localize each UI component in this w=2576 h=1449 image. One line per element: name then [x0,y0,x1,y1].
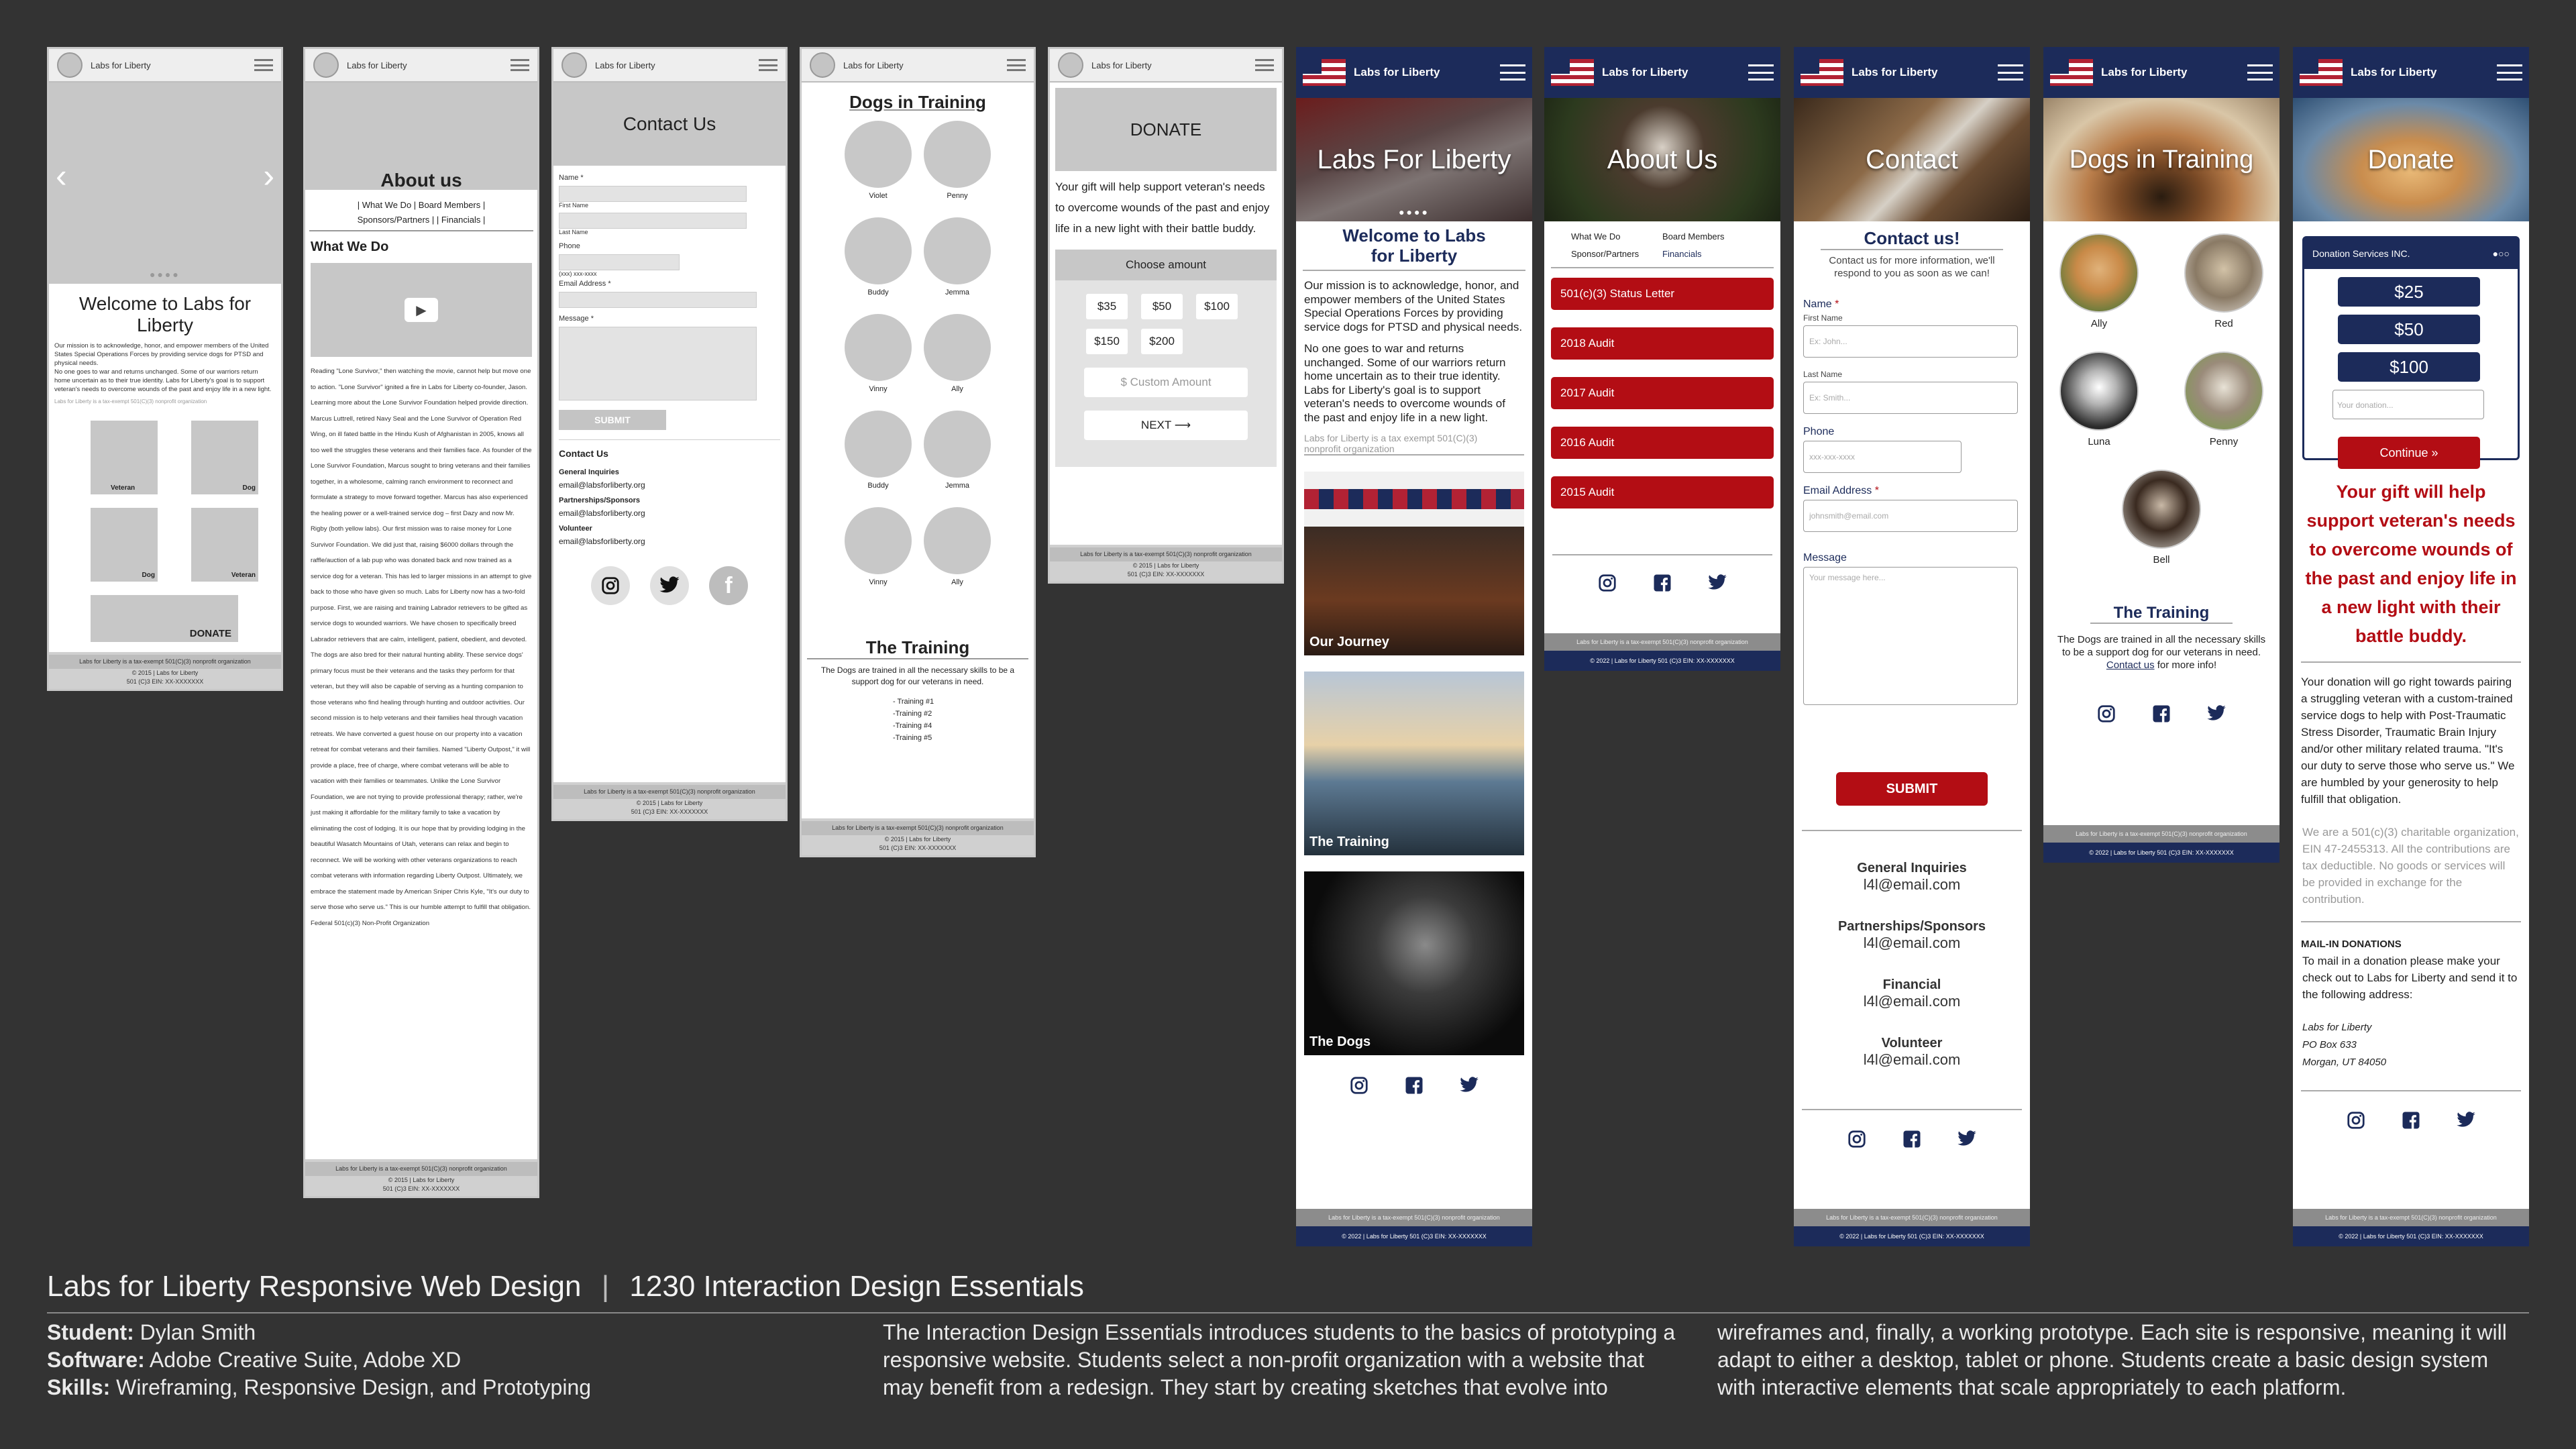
social-row [1802,1109,2022,1150]
about-body: Reading "Lone Survivor," then watching the movie, cannot help but move one to action. "Lone Survivor" ignited a fire in Labs for Liberty co-founder, Jason. Learning more about the Lone Survivor Foundation helped provide direction. Marcus Luttrell, retired Navy Seal and the Lone Survivor of Operation Red Wing, on ill fated battle in the Hindu Kush of Afghanistan in 2005, knows all too well the struggles these veterans and their families face. As founder of the Lone Survivor Foundation, Marcus sought to bring veterans and their families together, in a wholesome, calming ranch environment to reconnect and formulate a strategy to move forward together. Marcus has also experienced the healing power or a well-trained service dog – first Dazy and now Mr. Rigby (both yellow labs). Our first mission was to raise money for Lone Survivor Foundation. We did just that, raising $6000 dollars through the raffle/auction of a lab pup who was donated back and now trained as a service dog for a veteran. This has led to larger missions in an attempt to give back to those who have given so much. Labs for Liberty now has a two-fold purpose. First, we are raising and training Labrador retrievers to be gifted as service dogs to wounded warriors. We have chosen to specifically breed Labrador retrievers that are calm, intelligent, patient, obedient, and devoted. The dogs are also bred for their natural hunting ability. These service dogs' primary focus must be their veterans and the tasks they perform for that veteran, but they will also be capable of serving as a hunting companion to those veterans who find healing through hunting and outdoor activities. Our second mission is to help veterans and their families heal through vacation retreats. We have converted a guest house on our property into a vacation retreat for combat veterans and their families. Named "Liberty Outpost," it will provide a place, free of charge, where combat veterans will be able to vacation with their families or teammates. Unlike the Lone Survivor Foundation, we are not trying to provide professional therapy; rather, we're just making it affordable for the military family to take a vacation by eliminating the cost of lodging. It is our hope that by providing lodging in the beautiful Wasatch Mountains of Utah, veterans can relax and begin to reconnect. We will be working with other veterans organizations to reach combat veterans with information regarding Liberty Outpost. Ultimately, we embrace the statement made by American Sniper Chris Kyle, "It's our duty to serve those who serve us." This is our humble attempt to fulfill that obligation. Federal 501(c)(3) Non-Profit Organization [311,368,532,927]
brand: Labs for Liberty [1851,66,1938,78]
site-footer: Labs for Liberty is a tax-exempt 501(C)(3) nonprofit organization © 2022 | Labs for Liberty 501 (C)3 EIN: XX-XXXXXXX [2293,1209,2529,1246]
general-label: General Inquiries [559,468,619,476]
hero-title: Labs For Liberty [1317,144,1511,174]
social-row [2301,1090,2521,1132]
doc-button[interactable]: 2017 Audit [1551,377,1774,409]
instagram-icon[interactable] [1348,1074,1371,1097]
message-input[interactable] [559,327,757,400]
logo-placeholder [561,52,587,78]
first-name-label: First Name [1803,313,1843,323]
site-title: Labs for Liberty [91,60,151,70]
subnav-sponsor-partners[interactable]: Sponsor/Partners [1571,249,1640,259]
email-label: Email Address * [559,280,611,288]
next-button[interactable]: NEXT ⟶ [1084,411,1248,440]
first-name-label: First Name [559,202,589,209]
donation-widget [2302,236,2520,460]
contact-label: Financial [1882,977,1941,992]
contact-email[interactable]: l4l@email.com [1863,876,1961,893]
dog-item[interactable]: Vinny [845,507,912,604]
sub-nav[interactable]: | What We Do | Board Members | Sponsors/Partners | | Financials | [309,191,533,231]
instagram-icon[interactable] [2345,1109,2367,1132]
amount-button[interactable]: $100 [1196,294,1238,319]
flag-logo-icon [1551,59,1594,86]
general-email[interactable]: email@labsforliberty.org [559,480,645,490]
dog-item[interactable]: Violet [845,121,912,217]
description-col-2: wireframes and, finally, a working prototype. Each site is responsive, meaning it will adapt to either a desktop, tablet or phone. Students create a basic design system with interactive elements that scale appropriately to each platform. [1717,1320,2507,1399]
email-label: Email Address [1803,485,1872,496]
amount-button[interactable]: $35 [1086,294,1128,319]
dog-item[interactable]: Luna [2055,352,2143,470]
site-footer: Labs for Liberty is a tax-exempt 501(C)(3) nonprofit organization © 2022 | Labs for Liberty 501 (C)3 EIN: XX-XXXXXXX [1544,633,1780,671]
dog-photo [2122,470,2201,549]
section-heading: What We Do [311,239,389,254]
continue-button[interactable]: Continue » [2338,437,2480,469]
description-col-1: The Interaction Design Essentials introduces students to the basics of prototyping a responsive website. Students select a non-profit organization with a website that may benefit from a redesign. They start by creating sketches that evolve into [883,1320,1676,1399]
bunting-decoration [1304,489,1524,509]
phone-input[interactable]: xxx-xxx-xxxx [1803,441,1962,473]
partners-label: Partnerships/Sponsors [559,496,641,504]
amount-button[interactable]: $100 [2338,352,2480,382]
social-row [559,566,780,605]
site-title: Labs for Liberty [1091,60,1152,70]
instagram-icon[interactable] [2095,702,2118,725]
training-list: - Training #1 -Training #2 -Training #4 -Training #5 [893,698,934,742]
subnav-board-members[interactable]: Board Members [1662,231,1725,241]
project-title-row [47,1269,1084,1304]
facebook-icon[interactable] [1403,1074,1426,1097]
dog-photo-placeholder [924,314,991,381]
wf-footer: Labs for Liberty is a tax-exempt 501(C)(3) nonprofit organization © 2015 | Labs for Liberty 501 (C)3 EIN: XX-XXXXXXX [305,1159,537,1196]
brand: Labs for Liberty [1354,66,1440,78]
dog-photo-placeholder [924,217,991,284]
dog-item[interactable]: Bell [2043,470,2279,588]
hamburger-menu-icon[interactable] [759,59,777,71]
wireframe-donate [1048,47,1284,584]
phone-label: Phone [1803,426,1835,437]
wireframe-about [303,47,539,1198]
wf-footer: Labs for Liberty is a tax-exempt 501(C)(3) nonprofit organization © 2015 | Labs for Liberty 501 (C)3 EIN: XX-XXXXXXX [553,782,786,819]
dog-item[interactable]: Vinny [845,314,912,411]
wf-footer: Labs for Liberty is a tax-exempt 501(C)(3) nonprofit organization © 2015 | Labs for Liberty 501 (C)3 EIN: XX-XXXXXXX [802,818,1034,855]
course-title: 1230 Interaction Design Essentials [629,1270,1084,1303]
dog-photo [2184,352,2263,431]
hamburger-menu-icon[interactable] [2247,64,2273,80]
page-title-banner: Contact Us [553,83,786,166]
mission-text: Our mission is to acknowledge, honor, and empower members of the United States Special Operations Forces by providing service dogs for PTSD and physical needs. [54,342,269,367]
dog-item[interactable]: Jemma [924,411,991,507]
dog-photo-placeholder [924,121,991,188]
partners-email[interactable]: email@labsforliberty.org [559,508,645,518]
logo-placeholder [1058,52,1083,78]
logo-placeholder [810,52,835,78]
site-title: Labs for Liberty [595,60,655,70]
amount-button[interactable]: $50 [2338,315,2480,344]
tile-dog[interactable]: Dog [91,508,158,582]
carousel-next-icon[interactable]: › [263,157,274,195]
donate-tax-note: We are a 501(c)(3) charitable organization, EIN 47-2455313. All the contributions are tax deductible. No goods or services will be provided in exchange for the contribution. [2302,826,2519,906]
title-separator: | [601,1270,610,1303]
section-heading: The Training [807,637,1028,659]
flag-logo-icon [1801,59,1843,86]
last-name-label: Last Name [559,229,588,235]
twitter-icon[interactable] [2205,702,2228,725]
dog-item[interactable]: Penny [2180,352,2267,470]
carousel-dots[interactable]: ●●●● [150,269,180,280]
final-home [1296,47,1532,1246]
widget-header: Donation Services INC. ●○○ [2304,238,2518,269]
contact-heading: Contact us! [1821,228,2003,250]
doc-button[interactable]: 2015 Audit [1551,476,1774,508]
social-row [1296,1074,1532,1097]
flag-logo-icon [2050,59,2093,86]
last-name-input[interactable]: Ex: Smith... [1803,382,2018,414]
name-label: Name * [559,174,584,182]
mission-text-2: No one goes to war and returns unchanged. Some of our warriors return home uncertain as to their true identity. Labs for Liberty's goal is to support veteran's needs to overcome wounds of the past and enjoy life in a new light. [54,368,272,393]
carousel-prev-icon[interactable]: ‹ [56,157,67,195]
email-input[interactable]: johnsmith@email.com [1803,500,2018,532]
site-header [1296,47,1532,98]
dog-item[interactable]: Ally [2055,233,2143,352]
donate-body: Your gift will help support veteran's needs to overcome wounds of the past and enjoy life in a new light with their battle buddy. [1055,180,1270,235]
dog-grid [2043,233,2279,470]
contact-email[interactable]: l4l@email.com [1863,1051,1961,1068]
wf-header [553,49,786,83]
dog-item[interactable]: Red [2180,233,2267,352]
message-label: Message [1803,552,1847,564]
hero-title: About Us [1607,144,1718,174]
hamburger-menu-icon[interactable] [254,59,273,71]
logo-placeholder [57,52,83,78]
hero-title: Contact [1866,144,1958,174]
message-input[interactable]: Your message here... [1803,567,2018,705]
doc-button[interactable]: 2016 Audit [1551,427,1774,459]
final-training [2043,47,2279,863]
site-header [2293,47,2529,98]
about-subnav [1551,221,1774,268]
doc-button[interactable]: 501(c)(3) Status Letter [1551,278,1774,310]
brand: Labs for Liberty [2101,66,2188,78]
hero-banner [2043,98,2279,221]
wf-footer: Labs for Liberty is a tax-exempt 501(C)(3) nonprofit organization © 2015 | Labs for Liberty 501 (C)3 EIN: XX-XXXXXXX [49,652,281,689]
hero-banner [2293,98,2529,221]
site-header [2043,47,2279,98]
contact-intro: Contact us for more information, we'll respond to you as soon as we can! [1829,255,1995,279]
welcome-heading: Welcome to Labs for Liberty [1303,221,1525,271]
contact-label: General Inquiries [1857,861,1967,875]
site-header [1544,47,1780,98]
dog-photo-placeholder [845,217,912,284]
arrow-right-icon: ⟶ [1174,419,1191,431]
facebook-icon[interactable] [2150,702,2173,725]
video-placeholder[interactable] [311,263,532,357]
wf-header [802,49,1034,83]
hamburger-menu-icon[interactable] [1998,64,2023,80]
mail-address: Labs for Liberty PO Box 633 Morgan, UT 84050 [2302,1022,2387,1068]
site-title: Labs for Liberty [843,60,904,70]
training-body: The Dogs are trained in all the necessary skills to be a support dog for our veterans in need. [820,665,1015,686]
wireframe-training [800,47,1036,857]
facebook-icon[interactable] [1900,1128,1923,1150]
step-dots-icon: ●○○ [2492,248,2510,259]
page-title-banner: DONATE [1055,88,1277,171]
card-our-journey[interactable]: Our Journey [1304,472,1524,655]
wf-footer: Labs for Liberty is a tax-exempt 501(C)(3) nonprofit organization © 2015 | Labs for Liberty 501 (C)3 EIN: XX-XXXXXXX [1050,545,1282,582]
phone-input[interactable] [559,254,680,270]
tile-dog[interactable]: Dog [191,421,258,494]
dog-photo [2059,233,2139,313]
hero-title: Dogs in Training [2069,145,2254,174]
project-title: Labs for Liberty Responsive Web Design [47,1270,582,1303]
submit-button[interactable]: SUBMIT [559,410,666,430]
submit-button[interactable]: SUBMIT [1836,772,1988,806]
donate-body: Your donation will go right towards pairing a struggling veteran with a custom-trained service dogs to help with Post-Traumatic Stress Disorder, Traumatic Brain Injury and/or other military related trauma. "It's our duty to serve those who serve us." We are humbled by your generosity to help fulfill that obligation. [2301,661,2521,808]
double-chevron-right-icon: » [2431,446,2438,460]
contact-heading: Contact Us [559,439,780,459]
hamburger-menu-icon[interactable] [1007,59,1026,71]
caption-divider [47,1312,2529,1313]
twitter-icon[interactable] [650,566,689,605]
facebook-icon[interactable] [2400,1109,2422,1132]
amount-buttons [1055,280,1270,354]
wireframe-contact [551,47,788,821]
email-input[interactable] [559,292,757,308]
card-the-training[interactable]: The Training [1304,672,1524,855]
hamburger-menu-icon[interactable] [1748,64,1774,80]
mission-text: Our mission is to acknowledge, honor, and empower members of the United States Special Operations Forces by providing service dogs for PTSD and physical needs. [1304,279,1523,333]
wf-header [49,49,281,83]
tax-note: Labs for Liberty is a tax-exempt 501(C)(3) nonprofit organization [54,398,207,405]
donate-pitch: Your gift will help support veteran's needs to overcome wounds of the past and enjoy life in a new light with their battle buddy. [2305,482,2517,646]
instagram-icon[interactable] [1596,572,1619,594]
hamburger-menu-icon[interactable] [1500,64,1525,80]
dog-photo-placeholder [924,411,991,478]
dog-photo-placeholder [845,314,912,381]
contact-label: Volunteer [1881,1036,1943,1051]
contact-form: Name * First Name Ex: John... Last Name Ex: Smith... Phone xxx-xxx-xxxx Email Address * johnsmith@email.com Message Your message here... SUBMIT [1794,280,2030,806]
dog-item[interactable]: Ally [924,507,991,604]
carousel-dots[interactable]: ●●●● [1399,207,1430,217]
contact-form [553,166,786,609]
logo-placeholder [313,52,339,78]
dog-item[interactable]: Jemma [924,217,991,314]
play-icon[interactable]: ▶ [405,298,438,322]
wf-header [305,49,537,83]
welcome-heading: Welcome to Labs for Liberty [78,293,252,335]
tile-veteran[interactable]: Veteran [191,508,258,582]
phone-hint: (xxx) xxx-xxxx [559,270,597,277]
hero-banner [1544,98,1780,221]
last-name-input[interactable] [559,213,747,229]
choose-amount-header: Choose amount [1055,250,1277,280]
donate-tile[interactable]: DONATE [91,595,238,642]
site-header [1794,47,2030,98]
dog-grid [802,121,1034,604]
training-body: The Dogs are trained in all the necessary skills to be a support dog for our veterans in need. Contact us for more info! [2057,634,2266,671]
tax-note: Labs for Liberty is a tax exempt 501(C)(3) nonprofit organization [1304,425,1524,455]
hero-title: Donate [2367,144,2455,174]
hero-banner [1794,98,2030,221]
amount-button[interactable]: $50 [1141,294,1183,319]
site-footer: Labs for Liberty is a tax-exempt 501(C)(3) nonprofit organization © 2022 | Labs for Liberty 501 (C)3 EIN: XX-XXXXXXX [1794,1209,2030,1246]
financial-docs [1544,278,1780,508]
twitter-icon[interactable] [2455,1109,2477,1132]
last-name-label: Last Name [1803,370,1843,379]
dog-item[interactable]: Buddy [845,411,912,507]
mail-heading: MAIL-IN DONATIONS [2301,921,2521,950]
instagram-icon[interactable] [591,566,630,605]
instagram-icon[interactable] [1845,1128,1868,1150]
contact-directory [1802,830,2022,1069]
flag-logo-icon [1303,59,1346,86]
card-the-dogs[interactable]: The Dogs [1304,871,1524,1055]
contact-label: Partnerships/Sponsors [1837,919,1986,934]
first-name-input[interactable] [559,186,747,202]
amount-button[interactable]: $150 [1086,329,1128,354]
social-row [2043,702,2279,725]
dog-photo [2184,233,2263,313]
mail-body: To mail in a donation please make your check out to Labs for Liberty and send it to the following address: [2302,955,2518,1001]
hero-banner [1296,98,1532,221]
dog-photo-placeholder [845,411,912,478]
site-footer: Labs for Liberty is a tax-exempt 501(C)(3) nonprofit organization © 2022 | Labs for Liberty 501 (C)3 EIN: XX-XXXXXXX [1296,1209,1532,1246]
final-about [1544,47,1780,671]
dog-photo [2059,352,2139,431]
brand: Labs for Liberty [1602,66,1688,78]
dog-item[interactable]: Buddy [845,217,912,314]
contact-email[interactable]: l4l@email.com [1863,934,1961,951]
page-title: Dogs in Training [849,92,986,112]
dog-item[interactable]: Penny [924,121,991,217]
tile-grid [49,407,281,582]
brand: Labs for Liberty [2351,66,2437,78]
site-title: Labs for Liberty [347,60,407,70]
hamburger-menu-icon[interactable] [511,59,529,71]
custom-amount-input[interactable]: $ Custom Amount [1084,368,1248,397]
final-contact [1794,47,2030,1246]
facebook-icon[interactable]: f [709,566,748,605]
dog-photo-placeholder [845,507,912,574]
wf-header [1050,49,1282,83]
subnav-financials[interactable]: Financials [1662,249,1702,259]
doc-button[interactable]: 2018 Audit [1551,327,1774,360]
dog-photo-placeholder [924,507,991,574]
message-label: Message * [559,315,594,323]
twitter-icon[interactable] [1458,1074,1481,1097]
volunteer-email[interactable]: email@labsforliberty.org [559,537,645,546]
dog-photo-placeholder [845,121,912,188]
phone-label: Phone [559,242,580,250]
facebook-icon[interactable] [1651,572,1674,594]
first-name-input[interactable]: Ex: John... [1803,325,2018,358]
twitter-icon[interactable] [1706,572,1729,594]
flag-logo-icon [2300,59,2343,86]
dog-item[interactable]: Ally [924,314,991,411]
donation-input[interactable]: Your donation... [2332,390,2484,419]
final-donate [2293,47,2529,1246]
amount-box [1055,250,1277,467]
hamburger-menu-icon[interactable] [1255,59,1274,71]
hero-carousel [49,83,281,284]
contact-link[interactable]: Contact us [2106,659,2155,671]
name-label: Name [1803,299,1832,310]
subnav-what-we-do[interactable]: What We Do [1571,231,1621,241]
hamburger-menu-icon[interactable] [2497,64,2522,80]
twitter-icon[interactable] [1955,1128,1978,1150]
social-row [1552,554,1772,594]
mission-text-2: No one goes to war and returns unchanged. Some of our warriors return home uncertain as to their true identity. Labs for Liberty's goal is to support veteran's needs to overcome wounds of the past and enjoy life in a new light. [1304,342,1506,424]
amount-button[interactable]: $25 [2338,277,2480,307]
site-footer: Labs for Liberty is a tax-exempt 501(C)(3) nonprofit organization © 2022 | Labs for Liberty 501 (C)3 EIN: XX-XXXXXXX [2043,825,2279,863]
section-heading: The Training [2090,604,2233,624]
project-credits: Student: Dylan Smith Software: Adobe Creative Suite, Adobe XD Skills: Wireframing, Responsive Design, and Prototyping [47,1320,592,1399]
amount-button[interactable]: $200 [1141,329,1183,354]
page-title: About us [380,170,462,191]
volunteer-label: Volunteer [559,525,592,533]
contact-email[interactable]: l4l@email.com [1863,993,1961,1010]
tile-veteran[interactable]: Veteran [91,421,158,494]
wireframe-home [47,47,283,691]
